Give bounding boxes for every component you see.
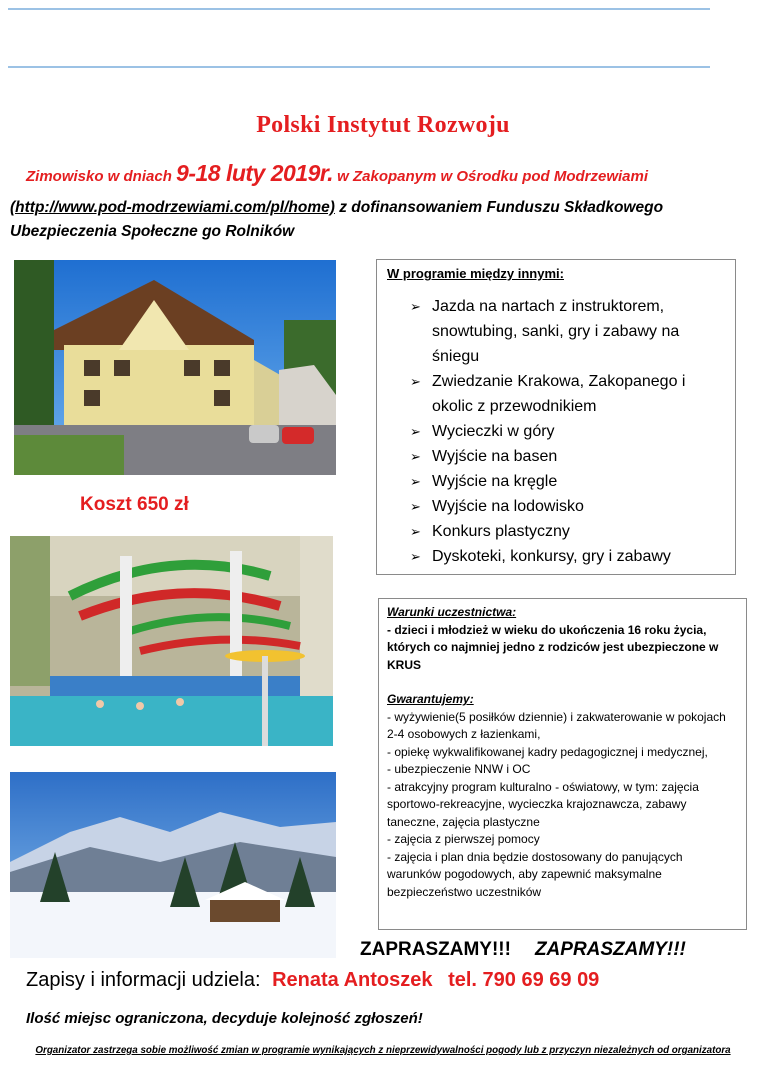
arrow-bullet-icon: ➢ bbox=[410, 299, 421, 314]
contact-phone: tel. 790 69 69 09 bbox=[448, 969, 600, 991]
resort-building-photo bbox=[14, 260, 336, 475]
arrow-bullet-icon: ➢ bbox=[410, 449, 421, 464]
guarantee-heading: Gwarantujemy: bbox=[387, 692, 474, 706]
contact-name: Renata Antoszek bbox=[272, 969, 433, 991]
intro-line bbox=[26, 160, 648, 187]
contact-line bbox=[26, 969, 599, 992]
guarantee-item: - ubezpieczenie NNW i OC bbox=[387, 762, 531, 776]
list-item: ➢ Wycieczki w góry bbox=[377, 419, 737, 444]
arrow-bullet-icon: ➢ bbox=[410, 549, 421, 564]
arrow-bullet-icon: ➢ bbox=[410, 424, 421, 439]
invite-second: ZAPRASZAMY!!! bbox=[534, 939, 686, 960]
places-notice: Ilość miejsc ograniczona, decyduje kolejność zgłoszeń! bbox=[26, 1010, 423, 1027]
intro-dates: 9-18 luty 2019r. bbox=[176, 160, 333, 186]
top-rule bbox=[8, 8, 710, 10]
aquapark-photo bbox=[10, 536, 333, 746]
intro-suffix: w Zakopanym w Ośrodku pod Modrzewiami bbox=[337, 168, 649, 185]
conditions-heading: Warunki uczestnictwa: bbox=[387, 605, 517, 619]
list-item: ➢ Wyjście na kręgle bbox=[377, 469, 737, 494]
invite-line bbox=[360, 939, 686, 961]
arrow-bullet-icon: ➢ bbox=[410, 374, 421, 389]
conditions-text: - dzieci i młodzież w wieku do ukończenia 16 roku życia, których co najmniej jedno z rodziców jest ubezpieczone w KRUS bbox=[387, 622, 719, 672]
list-item: ➢ Jazda na nartach z instruktorem, snowtubing, sanki, gry i zabawy na śniegu bbox=[377, 294, 737, 369]
resort-link[interactable]: (http://www.pod-modrzewiami.com/pl/home) bbox=[10, 199, 335, 216]
cost-label: Koszt 650 zł bbox=[80, 494, 189, 515]
list-item: ➢ Wyjście na lodowisko bbox=[377, 494, 737, 519]
program-heading: W programie między innymi: bbox=[387, 266, 564, 281]
guarantee-item: - zajęcia z pierwszej pomocy bbox=[387, 832, 540, 846]
winter-mountains-photo bbox=[10, 772, 336, 958]
intro-funding bbox=[10, 196, 755, 244]
intro-prefix: Zimowisko w dniach bbox=[26, 168, 172, 185]
program-list bbox=[377, 294, 737, 569]
arrow-bullet-icon: ➢ bbox=[410, 474, 421, 489]
guarantee-item: - opiekę wykwalifikowanej kadry pedagogicznej i medycznej, bbox=[387, 744, 708, 759]
list-item: ➢ Konkurs plastyczny bbox=[377, 519, 737, 544]
list-item: ➢ Zwiedzanie Krakowa, Zakopanego i okolic z przewodnikiem bbox=[377, 369, 737, 419]
list-item: ➢ Dyskoteki, konkursy, gry i zabawy bbox=[377, 544, 737, 569]
arrow-bullet-icon: ➢ bbox=[410, 524, 421, 539]
conditions-box bbox=[378, 598, 747, 930]
second-rule bbox=[8, 66, 710, 68]
invite-first: ZAPRASZAMY!!! bbox=[360, 939, 511, 960]
funding-text: z dofinansowaniem Funduszu Składkowego Ubezpieczenia Społeczne go Rolników bbox=[10, 199, 664, 240]
guarantee-item: - atrakcyjny program kulturalno - oświatowy, w tym: zajęcia sportowo-rekreacyjne, wycieczka krajoznawcza, zabawy taneczne, zajęcia plastyczne bbox=[387, 779, 699, 829]
guarantee-item: - wyżywienie(5 posiłków dziennie) i zakwaterowanie w pokojach 2-4 osobowych z łazienkami, bbox=[387, 709, 726, 741]
arrow-bullet-icon: ➢ bbox=[410, 499, 421, 514]
footer-disclaimer: Organizator zastrzega sobie możliwość zmian w programie wynikających z nieprzewidywalności pogody lub z przyczyn niezależnych od organizatora bbox=[35, 1045, 731, 1056]
guarantee-item: - zajęcia i plan dnia będzie dostosowany do panujących warunków pogodowych, aby zapewnić maksymalne bezpieczeństwo uczestników bbox=[387, 849, 683, 899]
program-box bbox=[376, 259, 736, 575]
list-item: ➢ Wyjście na basen bbox=[377, 444, 737, 469]
contact-label: Zapisy i informacji udziela: bbox=[26, 969, 261, 991]
page-title: Polski Instytut Rozwoju bbox=[256, 112, 510, 138]
